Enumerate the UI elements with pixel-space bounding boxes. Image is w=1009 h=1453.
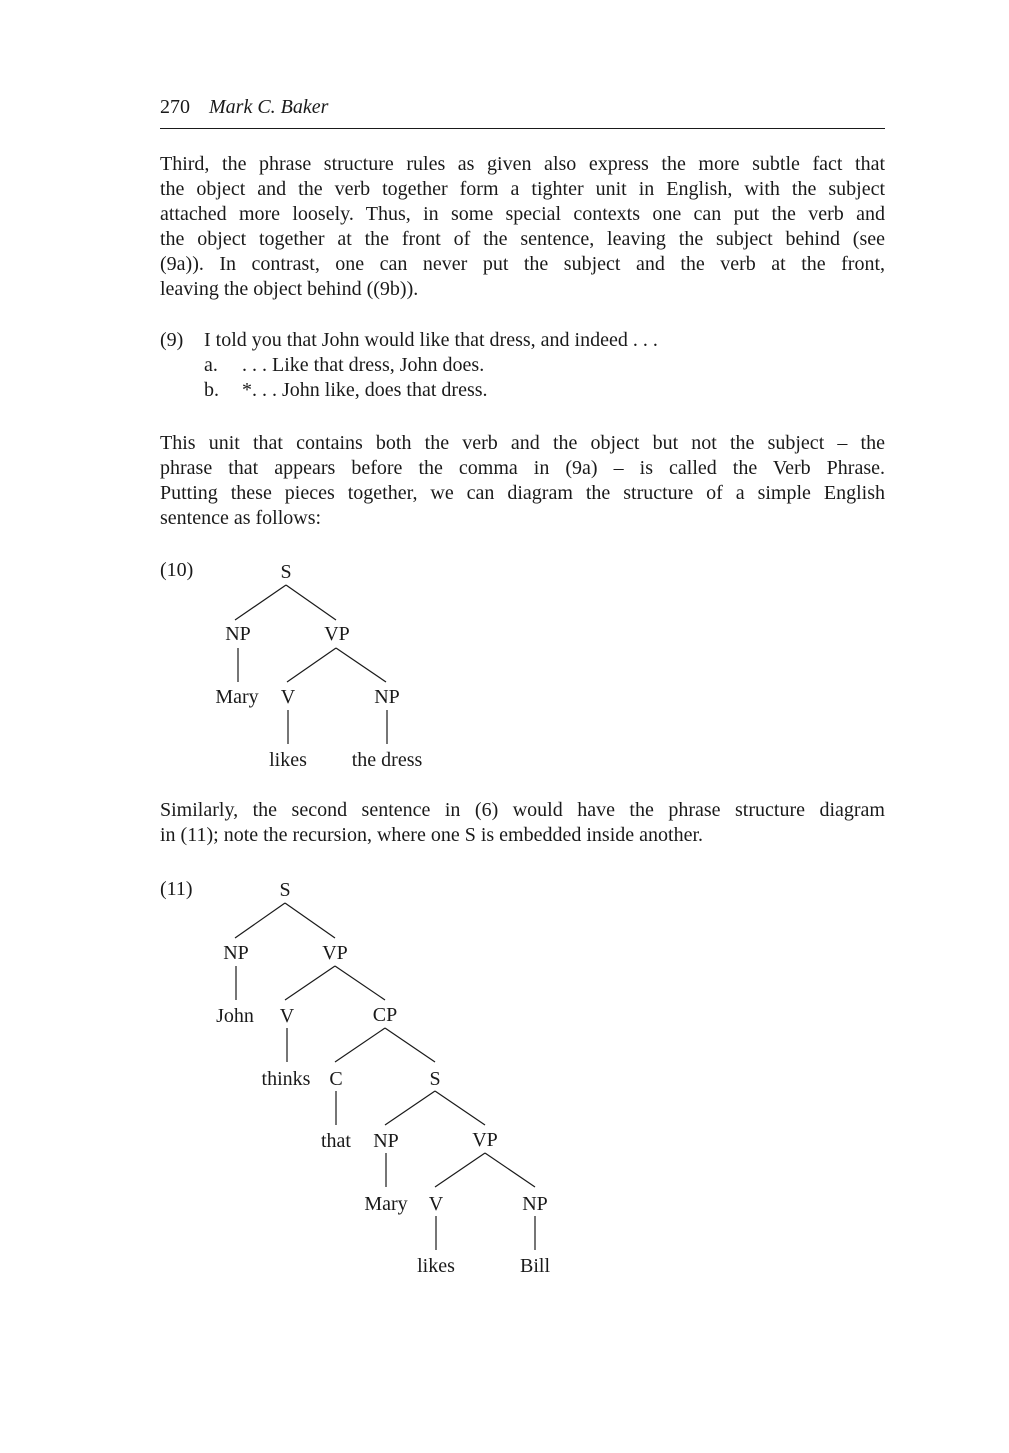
node-mary: Mary: [364, 1193, 408, 1215]
example-10-number: (10): [160, 559, 194, 581]
node-thinks: thinks: [261, 1068, 311, 1090]
edge: [235, 903, 285, 938]
text-line: attached more loosely. Thus, in some special contexts one can put the verb and: [160, 203, 885, 225]
text-line: This unit that contains both the verb and the object but not the subject – the: [160, 432, 885, 454]
edge: [335, 1028, 385, 1062]
example-9b-label: b.: [204, 379, 219, 401]
page-number: 270: [160, 96, 190, 118]
node-vp: VP: [324, 623, 350, 645]
node-np: NP: [522, 1193, 548, 1215]
node-v: V: [280, 686, 296, 708]
node-np: NP: [373, 1130, 399, 1152]
node-np: NP: [223, 942, 249, 964]
edge: [435, 1153, 485, 1187]
edge: [485, 1153, 535, 1187]
example-11-number: (11): [160, 878, 193, 900]
node-likes: likes: [269, 749, 307, 771]
node-vp: VP: [322, 942, 348, 964]
text-line: the object and the verb together form a tighter unit in English, with the subject: [160, 178, 885, 200]
edge: [385, 1028, 435, 1062]
text-line: Third, the phrase structure rules as given also express the more subtle fact that: [160, 153, 885, 175]
text-line: sentence as follows:: [160, 507, 322, 529]
text-line: (9a)). In contrast, one can never put the subject and the verb at the front,: [160, 253, 885, 275]
node-np: NP: [225, 623, 251, 645]
node-v: V: [279, 1005, 295, 1027]
text-line: leaving the object behind ((9b)).: [160, 278, 419, 300]
text-line: the object together at the front of the sentence, leaving the subject behind (see: [160, 228, 885, 250]
node-vp: VP: [472, 1129, 498, 1151]
edge: [335, 966, 385, 1000]
edge: [385, 1091, 435, 1125]
node-s: S: [279, 879, 291, 901]
text-line: phrase that appears before the comma in (9a) – is called the Verb Phrase.: [160, 457, 885, 479]
node-c: C: [329, 1068, 343, 1090]
text-line: Putting these pieces together, we can diagram the structure of a simple English: [160, 482, 885, 504]
example-9-number: (9): [160, 329, 184, 351]
node-cp: CP: [372, 1004, 398, 1026]
node-s: S: [429, 1068, 441, 1090]
node-that: that: [321, 1130, 351, 1152]
edge: [435, 1091, 485, 1125]
node-np: NP: [374, 686, 400, 708]
example-9b-text: *. . . John like, does that dress.: [242, 379, 488, 401]
text-line: in (11); note the recursion, where one S is embedded inside another.: [160, 824, 703, 846]
node-mary: Mary: [215, 686, 259, 708]
node-bill: Bill: [519, 1255, 551, 1277]
example-9a-text: . . . Like that dress, John does.: [242, 354, 485, 376]
example-9-main: I told you that John would like that dress, and indeed . . .: [204, 329, 658, 351]
node-john: John: [216, 1005, 254, 1027]
node-v: V: [428, 1193, 444, 1215]
running-head-author: Mark C. Baker: [209, 96, 329, 118]
example-9a-label: a.: [204, 354, 218, 376]
node-s: S: [280, 561, 292, 583]
node-the-dress: the dress: [351, 749, 423, 771]
text-line: Similarly, the second sentence in (6) would have the phrase structure diagram: [160, 799, 885, 821]
edge: [285, 903, 335, 938]
edge: [285, 966, 335, 1000]
node-likes: likes: [417, 1255, 455, 1277]
